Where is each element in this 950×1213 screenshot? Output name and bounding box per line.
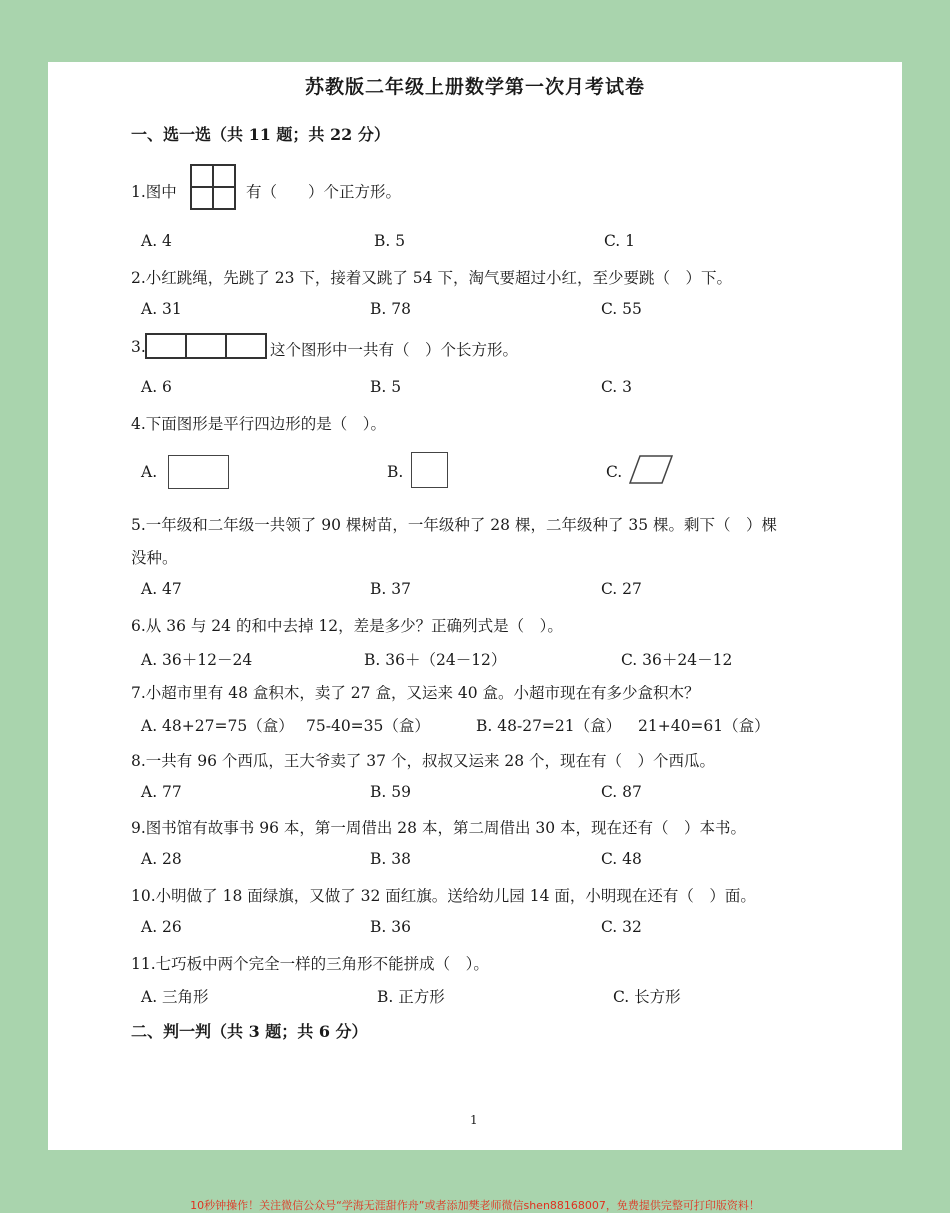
q10-text: 10.小明做了 18 面绿旗，又做了 32 面红旗。送给幼儿园 14 面，小明现在还有（ ）面。: [131, 887, 756, 905]
q9-option-a: A. 28: [141, 850, 182, 868]
q3-option-c: C. 3: [601, 378, 633, 396]
q3-rectangles-figure: [145, 333, 267, 359]
q5-option-a: A. 47: [141, 580, 182, 598]
q5-text-line2: 没种。: [131, 549, 178, 567]
q8-option-c: C. 87: [601, 783, 642, 801]
promo-footer: 10秒钟操作！关注微信公众号“学海无涯甜作舟”或者添加樊老师微信shen88168007，免费提供完整可打印版资料！: [190, 1199, 760, 1212]
section-1-heading: 一、选一选（共 11 题；共 22 分）: [131, 125, 390, 144]
q6-option-a: A. 36＋12－24: [141, 651, 253, 669]
q4-option-b: B.: [387, 463, 404, 481]
q1-square-grid-figure: [190, 164, 236, 210]
q4-parallelogram-figure: [628, 455, 674, 485]
q4-option-a: A.: [141, 463, 158, 481]
q11-text: 11.七巧板中两个完全一样的三角形不能拼成（ ）。: [131, 955, 489, 973]
q4-option-c: C.: [606, 463, 623, 481]
q5-text-line1: 5.一年级和二年级一共领了 90 棵树苗，一年级种了 28 棵，二年级种了 35 棵。剩下（ ）棵: [131, 516, 778, 534]
q3-text: 这个图形中一共有（ ）个长方形。: [270, 341, 519, 359]
q7-text: 7.小超市里有 48 盒积木，卖了 27 盒，又运来 40 盒。小超市现在有多少盒积木？: [131, 684, 700, 702]
q8-text: 8.一共有 96 个西瓜，王大爷卖了 37 个，叔叔又运来 28 个，现在有（ ）个西瓜。: [131, 752, 716, 770]
q11-option-b: B. 正方形: [377, 988, 445, 1006]
q1-option-b: B. 5: [374, 232, 406, 250]
q7-option-b-step2: 21+40=61（盒）: [638, 717, 770, 735]
q5-option-c: C. 27: [601, 580, 642, 598]
q7-option-a-step1: A. 48+27=75（盒）: [141, 717, 294, 735]
q4-square-figure: [411, 452, 448, 488]
q11-option-c: C. 长方形: [613, 988, 681, 1006]
q11-option-a: A. 三角形: [141, 988, 209, 1006]
q6-option-b: B. 36＋（24－12）: [364, 651, 507, 669]
q2-text: 2.小红跳绳，先跳了 23 下，接着又跳了 54 下，淘气要超过小红，至少要跳（ ）下。: [131, 269, 732, 287]
q7-option-b-step1: B. 48-27=21（盒）: [476, 717, 622, 735]
q9-option-b: B. 38: [370, 850, 411, 868]
q8-option-b: B. 59: [370, 783, 411, 801]
q2-option-a: A. 31: [141, 300, 182, 318]
page-title: 苏教版二年级上册数学第一次月考试卷: [304, 76, 645, 98]
q9-option-c: C. 48: [601, 850, 642, 868]
q6-text: 6.从 36 与 24 的和中去掉 12，差是多少？正确列式是（ ）。: [131, 617, 563, 635]
page-number: 1: [470, 1113, 478, 1127]
q5-option-b: B. 37: [370, 580, 411, 598]
q10-option-a: A. 26: [141, 918, 182, 936]
q1-option-c: C. 1: [604, 232, 636, 250]
q2-option-c: C. 55: [601, 300, 642, 318]
q3-option-a: A. 6: [141, 378, 172, 396]
q2-option-b: B. 78: [370, 300, 411, 318]
q8-option-a: A. 77: [141, 783, 182, 801]
q10-option-b: B. 36: [370, 918, 411, 936]
q4-text: 4.下面图形是平行四边形的是（ ）。: [131, 415, 387, 433]
q3-option-b: B. 5: [370, 378, 402, 396]
section-2-heading: 二、判一判（共 3 题；共 6 分）: [131, 1022, 368, 1041]
q7-option-a-step2: 75-40=35（盒）: [306, 717, 430, 735]
q3-prefix: 3.: [131, 338, 146, 356]
q4-rectangle-figure: [168, 455, 229, 489]
q9-text: 9.图书馆有故事书 96 本，第一周借出 28 本，第二周借出 30 本，现在还有（ ）本书。: [131, 819, 747, 837]
q1-text: 有（ ）个正方形。: [246, 183, 402, 201]
q1-option-a: A. 4: [141, 232, 172, 250]
q1-prefix: 1.图中: [131, 183, 177, 201]
q10-option-c: C. 32: [601, 918, 642, 936]
q6-option-c: C. 36＋24－12: [621, 651, 733, 669]
